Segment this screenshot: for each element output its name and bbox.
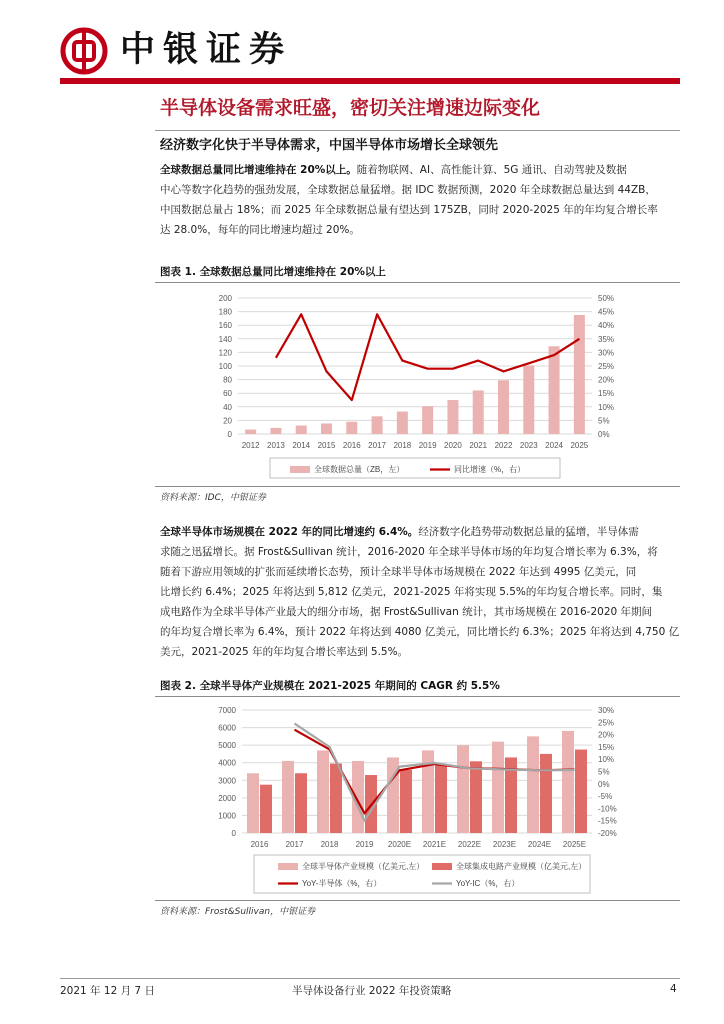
paragraph-line: 比增长约 6.4%；2025 年将达到 5,812 亿美元，2021-2025 年将实现 5.5%的年均复合增长率。同时，集 — [160, 586, 663, 598]
figure2-source: 资料来源：Frost&Sullivan，中银证券 — [160, 907, 316, 917]
left-axis-tick-label: 80 — [223, 375, 232, 385]
footer-rule — [60, 978, 680, 979]
paragraph-line: 经济数字化趋势带动数据总量的猛增，半导体需 — [418, 526, 639, 538]
left-axis-tick-label: 100 — [218, 362, 232, 371]
x-axis-tick-label: 2013 — [267, 441, 285, 450]
left-axis-tick-label: 6000 — [218, 723, 236, 733]
right-axis-tick-label: 0% — [598, 430, 610, 439]
figure2-bottom-rule — [155, 900, 680, 901]
x-axis-tick-label: 2016 — [250, 840, 269, 849]
right-axis-tick-label: 30% — [598, 348, 615, 358]
left-axis-tick-label: 3000 — [218, 776, 236, 786]
chart-bar — [372, 416, 383, 434]
figure1-top-rule — [155, 282, 680, 283]
right-axis-tick-label: 10% — [598, 402, 615, 412]
left-axis-tick-label: 20 — [223, 416, 232, 426]
chart-bar — [282, 761, 294, 833]
chart-bar — [260, 785, 272, 833]
legend-label: YoY-IC（%，右） — [456, 879, 520, 888]
page-number: 4 — [670, 983, 677, 995]
chart-bar — [321, 423, 332, 434]
chart-bar — [523, 365, 534, 434]
paragraph-line: 随着下游应用领域的扩张而延续增长态势，预计全球半导体市场规模在 2022 年达到 4995 亿美元，同 — [160, 566, 637, 578]
left-axis-tick-label: 180 — [218, 307, 232, 317]
right-axis-tick-label: 45% — [598, 307, 615, 317]
legend-label: 全球半导体产业规模（亿美元,左） — [302, 862, 425, 871]
x-axis-tick-label: 2015 — [317, 441, 336, 450]
x-axis-tick-label: 2020 — [444, 441, 462, 450]
chart-bar — [296, 426, 307, 435]
right-axis-tick-label: -5% — [598, 792, 613, 802]
left-axis-tick-label: 0 — [231, 829, 236, 838]
figure1-bottom-rule — [155, 486, 680, 487]
chart-bar — [457, 745, 469, 833]
footer-report-title: 半导体设备行业 2022 年投资策略 — [292, 985, 452, 997]
right-axis-tick-label: 10% — [598, 755, 615, 765]
x-axis-tick-label: 2019 — [418, 441, 437, 450]
chart-bar — [400, 770, 412, 833]
left-axis-tick-label: 0 — [227, 430, 232, 439]
x-axis-tick-label: 2019 — [355, 840, 374, 849]
left-axis-tick-label: 7000 — [218, 706, 236, 715]
chart-bar — [435, 764, 447, 833]
section-divider — [155, 130, 680, 131]
chart-bar — [245, 430, 256, 434]
right-axis-tick-label: 50% — [598, 294, 615, 303]
legend-label: 全球集成电路产业规模（亿美元,左） — [456, 862, 587, 871]
subsection-title: 经济数字化快于半导体需求，中国半导体市场增长全球领先 — [160, 138, 499, 153]
left-axis-tick-label: 140 — [218, 334, 232, 344]
x-axis-tick-label: 2021 — [469, 441, 488, 450]
figure1-source: 资料来源：IDC，中银证券 — [160, 493, 266, 503]
chart-bar — [330, 764, 342, 833]
x-axis-tick-label: 2023E — [492, 840, 517, 849]
left-axis-tick-label: 1000 — [218, 811, 236, 821]
section-title: 半导体设备需求旺盛，密切关注增速边际变化 — [160, 97, 541, 119]
legend-label: YoY-半导体（%，右） — [302, 879, 382, 888]
chart-bar — [422, 406, 433, 434]
x-axis-tick-label: 2020E — [387, 840, 412, 849]
paragraph-lead: 全球数据总量同比增速维持在 20%以上。 — [160, 164, 357, 176]
bank-logo — [60, 27, 108, 75]
x-axis-tick-label: 2022E — [457, 840, 482, 849]
chart-bar — [540, 754, 552, 833]
right-axis-tick-label: 25% — [598, 718, 615, 728]
chart-bar — [447, 400, 458, 434]
paragraph-lead: 全球半导体市场规模在 2022 年的同比增速约 6.4%。 — [160, 526, 419, 538]
left-axis-tick-label: 60 — [223, 389, 232, 399]
legend-swatch — [290, 466, 310, 473]
right-axis-tick-label: 35% — [598, 334, 615, 344]
paragraph-line: 达 28.0%，每年的同比增速均超过 20%。 — [160, 224, 360, 236]
paragraph-line: 中国数据总量占 18%；而 2025 年全球数据总量有望达到 175ZB，同时 2020-2025 年的年均复合增长率 — [160, 204, 658, 216]
chart-semiconductor-market — [200, 698, 640, 898]
brand-name: 中银证券 — [120, 29, 293, 70]
right-axis-tick-label: 30% — [598, 706, 615, 715]
x-axis-tick-label: 2012 — [241, 441, 260, 450]
chart-bar — [317, 750, 329, 833]
left-axis-tick-label: 5000 — [218, 741, 236, 751]
right-axis-tick-label: 15% — [598, 742, 615, 752]
right-axis-tick-label: -10% — [598, 804, 617, 814]
x-axis-tick-label: 2025E — [562, 840, 587, 849]
right-axis-tick-label: 25% — [598, 362, 615, 371]
left-axis-tick-label: 4000 — [218, 758, 236, 768]
paragraph-line: 求随之迅猛增长。据 Frost&Sullivan 统计，2016-2020 年全球半导体市场的年均复合增长率为 6.3%，将 — [160, 546, 658, 558]
paragraph-semiconductor-market — [160, 522, 680, 662]
x-axis-tick-label: 2025 — [570, 441, 589, 450]
chart-bar — [492, 742, 504, 833]
chart-bar — [527, 736, 539, 833]
header-bar — [60, 78, 680, 84]
legend-label: 同比增速（%，右） — [454, 465, 526, 474]
x-axis-tick-label: 2024 — [545, 441, 563, 450]
paragraph-line: 成电路作为全球半导体产业最大的细分市场，据 Frost&Sullivan 统计，其市场规模在 2016-2020 年期间 — [160, 606, 653, 618]
right-axis-tick-label: -20% — [598, 829, 617, 838]
chart-bar — [562, 731, 574, 833]
legend-swatch — [432, 863, 452, 870]
paragraph-data-volume — [160, 160, 680, 240]
chart-bar — [270, 428, 281, 434]
legend-label: 全球数据总量（ZB，左） — [314, 465, 405, 474]
right-axis-tick-label: 5% — [598, 767, 610, 777]
chart-bar — [346, 422, 357, 434]
figure1-title: 图表 1. 全球数据总量同比增速维持在 20%以上 — [160, 266, 386, 278]
x-axis-tick-label: 2024E — [527, 840, 552, 849]
paragraph-line: 随着物联网、AI、高性能计算、5G 通讯、自动驾驶及数据 — [356, 164, 627, 176]
x-axis-tick-label: 2017 — [368, 441, 386, 450]
x-axis-tick-label: 2018 — [393, 441, 412, 450]
x-axis-tick-label: 2022 — [494, 441, 513, 450]
left-axis-tick-label: 2000 — [218, 793, 236, 803]
right-axis-tick-label: 20% — [598, 730, 615, 740]
right-axis-tick-label: 20% — [598, 375, 615, 385]
left-axis-tick-label: 200 — [218, 294, 232, 303]
right-axis-tick-label: 5% — [598, 416, 610, 426]
chart-bar — [574, 315, 585, 434]
x-axis-tick-label: 2016 — [342, 441, 361, 450]
figure2-top-rule — [155, 696, 680, 697]
chart-bar — [470, 761, 482, 833]
left-axis-tick-label: 120 — [218, 348, 232, 358]
chart-bar — [397, 412, 408, 434]
chart-bar — [247, 773, 259, 833]
right-axis-tick-label: 15% — [598, 389, 615, 399]
paragraph-line: 中心等数字化趋势的强劲发展，全球数据总量猛增。据 IDC 数据预测，2020 年全球数据总量达到 44ZB， — [160, 184, 656, 196]
chart-bar — [473, 390, 484, 434]
right-axis-tick-label: -15% — [598, 816, 617, 826]
figure2-title: 图表 2. 全球半导体产业规模在 2021-2025 年期间的 CAGR 约 5.5% — [160, 680, 500, 692]
left-axis-tick-label: 40 — [223, 402, 232, 412]
legend-swatch — [278, 863, 298, 870]
left-axis-tick-label: 160 — [218, 321, 232, 331]
x-axis-tick-label: 2018 — [320, 840, 339, 849]
footer-date: 2021 年 12 月 7 日 — [60, 985, 155, 997]
chart-bar — [498, 380, 509, 434]
paragraph-line: 美元，2021-2025 年的年均复合增长率达到 5.5%。 — [160, 646, 409, 658]
right-axis-tick-label: 0% — [598, 779, 610, 789]
chart-bar — [575, 750, 587, 833]
x-axis-tick-label: 2023 — [519, 441, 538, 450]
x-axis-tick-label: 2021E — [422, 840, 447, 849]
chart-bar — [295, 773, 307, 833]
right-axis-tick-label: 40% — [598, 321, 615, 331]
chart-bar — [549, 346, 560, 434]
x-axis-tick-label: 2017 — [285, 840, 304, 849]
paragraph-line: 的年均复合增长率为 6.4%，预计 2022 年将达到 4080 亿美元，同比增长约 6.3%；2025 年将达到 4,750 亿 — [160, 626, 680, 638]
x-axis-tick-label: 2014 — [292, 441, 311, 450]
chart-data-volume — [200, 286, 620, 482]
